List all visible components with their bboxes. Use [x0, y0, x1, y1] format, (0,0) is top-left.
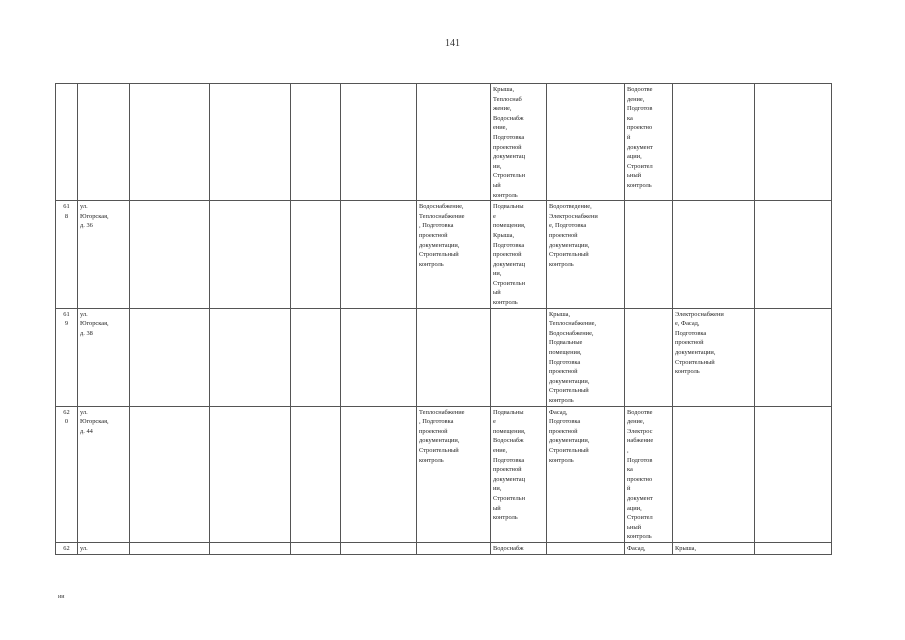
row-number-cell [56, 84, 78, 201]
work-cell: Водоотве дение, Подготов ка проектно й документ ации, Строител ьный контроль [625, 84, 673, 201]
work-cell [291, 308, 341, 406]
work-cell [130, 201, 210, 309]
work-cell [755, 84, 832, 201]
work-cell [210, 308, 291, 406]
work-cell [291, 406, 341, 542]
row-number-cell: 61 9 [56, 308, 78, 406]
address-cell: ул. Югорская, д. 36 [78, 201, 130, 309]
address-cell: ул. Югорская, д. 44 [78, 406, 130, 542]
work-cell [755, 201, 832, 309]
work-cell [210, 406, 291, 542]
work-cell [625, 201, 673, 309]
work-cell [491, 308, 547, 406]
row-number-cell: 61 8 [56, 201, 78, 309]
work-cell: Фасад, [625, 542, 673, 554]
address-cell: ул. [78, 542, 130, 554]
work-cell: Подвальны е помещения, Водоснабж ение, Подготовка проектной документац ии, Строительн ый контроль [491, 406, 547, 542]
work-cell [417, 542, 491, 554]
work-cell: Теплоснабжение , Подготовка проектной документации, Строительный контроль [417, 406, 491, 542]
work-cell [417, 84, 491, 201]
work-cell: Водоснабжение, Теплоснабжение , Подготовка проектной документации, Строительный контроль [417, 201, 491, 309]
table-row [56, 84, 832, 201]
work-cell [341, 406, 417, 542]
repair-schedule-table [55, 83, 832, 555]
work-cell [341, 201, 417, 309]
work-cell [673, 201, 755, 309]
work-cell [130, 542, 210, 554]
work-cell [417, 308, 491, 406]
page-number: 141 [445, 38, 460, 49]
work-cell [210, 201, 291, 309]
work-cell [130, 308, 210, 406]
row-number-cell: 62 [56, 542, 78, 554]
work-cell [673, 406, 755, 542]
row-number-cell: 62 0 [56, 406, 78, 542]
work-cell [755, 308, 832, 406]
work-cell [341, 84, 417, 201]
work-cell [130, 406, 210, 542]
work-cell [341, 308, 417, 406]
work-cell [210, 542, 291, 554]
work-cell [673, 84, 755, 201]
work-cell [291, 542, 341, 554]
work-cell [130, 84, 210, 201]
address-cell: ул. Югорская, д. 38 [78, 308, 130, 406]
table-row [56, 308, 832, 406]
table-row [56, 201, 832, 309]
work-cell: Водоснабж [491, 542, 547, 554]
work-cell [547, 542, 625, 554]
work-cell [755, 542, 832, 554]
work-cell [291, 201, 341, 309]
work-cell [210, 84, 291, 201]
work-cell: Крыша, [673, 542, 755, 554]
work-cell: Крыша, Теплоснабжение, Водоснабжение, Подвальные помещения, Подготовка проектной документации, Строительный контроль [547, 308, 625, 406]
footer-mark: ии [58, 594, 65, 600]
work-cell: Водоотведение, Электроснабжени е, Подготовка проектной документации, Строительный контроль [547, 201, 625, 309]
work-cell: Водоотве дение, Электрос набжение , Подготов ка проектно й документ ации, Строител ьный контроль [625, 406, 673, 542]
table-row [56, 406, 832, 542]
work-cell: Электроснабжени е, Фасад, Подготовка проектной документации, Строительный контроль [673, 308, 755, 406]
work-cell: Подвальны е помещения, Крыша, Подготовка проектной документац ии, Строительн ый контроль [491, 201, 547, 309]
address-cell [78, 84, 130, 201]
work-cell [547, 84, 625, 201]
table-row [56, 542, 832, 554]
work-cell: Крыша, Теплоснаб жение, Водоснабж ение, Подготовка проектной документац ии, Строительн ый контроль [491, 84, 547, 201]
work-cell: Фасад, Подготовка проектной документации, Строительный контроль [547, 406, 625, 542]
work-cell [341, 542, 417, 554]
work-cell [625, 308, 673, 406]
work-cell [291, 84, 341, 201]
work-cell [755, 406, 832, 542]
